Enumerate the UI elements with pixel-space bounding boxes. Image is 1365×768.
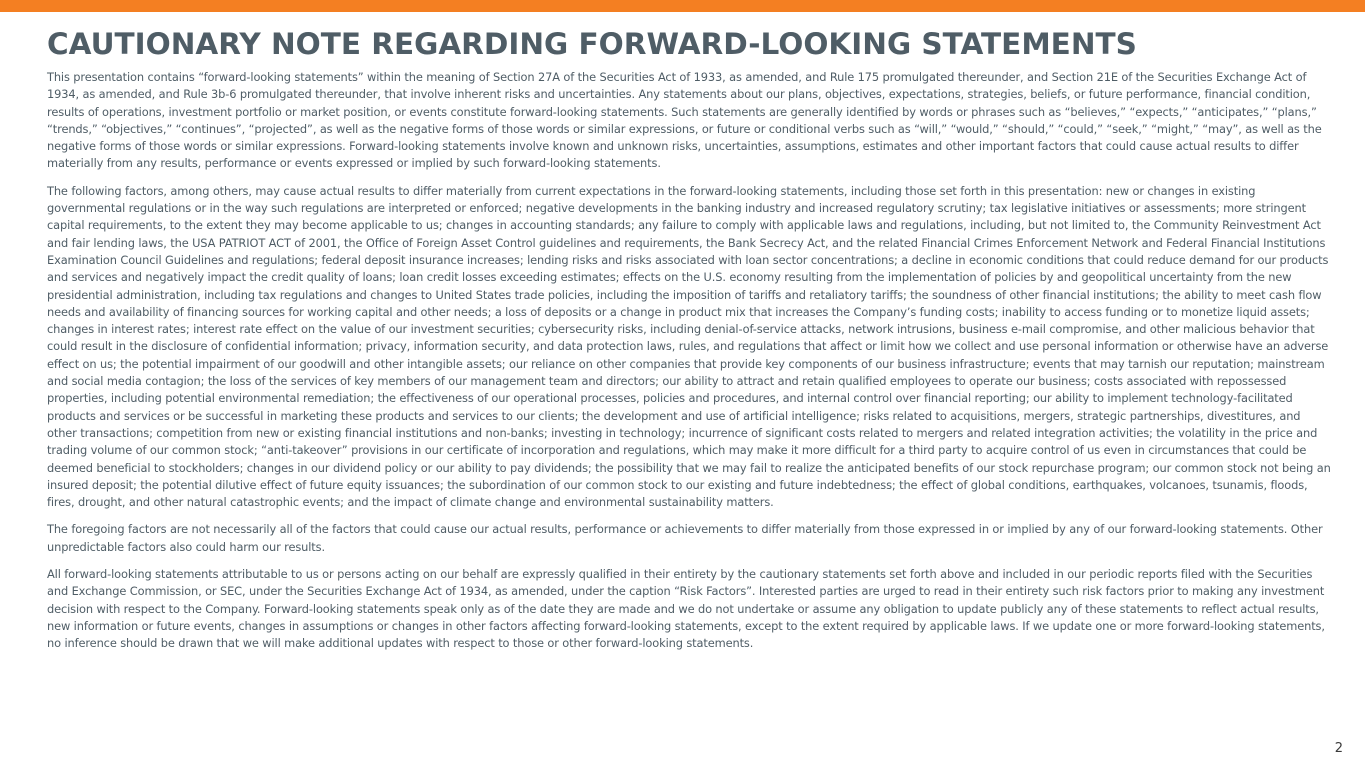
page-number: 2 — [1334, 741, 1343, 756]
slide-body — [47, 69, 1333, 663]
paragraph-risk-factors: The following factors, among others, may cause actual results to differ materially from current expectations in the forward-looking statements, including those set forth in this presentation: new or changes in existing governmental regulations or in the way such regulations are interpreted or enforced; negative developments in the banking industry and increased regulatory scrutiny; tax legislative initiatives or assessments; more stringent capital requirements, to the extent they may become applicable to us; changes in accounting standards; any failure to comply with applicable laws and regulations, including, but not limited to, the Community Reinvestment Act and fair lending laws, the USA PATRIOT ACT of 2001, the Office of Foreign Asset Control guidelines and requirements, the Bank Secrecy Act, and the related Financial Crimes Enforcement Network and Federal Financial Institutions Examination Council Guidelines and regulations; federal deposit insurance increases; lending risks and risks associated with loan sector concentrations; a decline in economic conditions that could reduce demand for our products and services and negatively impact the credit quality of loans; loan credit losses exceeding estimates; effects on the U.S. economy resulting from the implementation of policies by and geopolitical uncertainty from the new presidential administration, including tax regulations and changes to United States trade policies, including the imposition of tariffs and retaliatory tariffs; the soundness of other financial institutions; the ability to meet cash flow needs and availability of financing sources for working capital and other needs; a loss of deposits or a change in product mix that increases the Company’s funding costs; inability to access funding or to monetize liquid assets; changes in interest rates; interest rate effect on the value of our investment securities; cybersecurity risks, including denial-of-service attacks, network intrusions, business e-mail compromise, and other malicious behavior that could result in the disclosure of confidential information; privacy, information security, and data protection laws, rules, and regulations that affect or limit how we collect and use personal information or otherwise have an adverse effect on us; the potential impairment of our goodwill and other intangible assets; our reliance on other companies that provide key components of our business infrastructure; events that may tarnish our reputation; mainstream and social media contagion; the loss of the services of key members of our management team and directors; our ability to attract and retain qualified employees to operate our business; costs associated with repossessed properties, including potential environmental remediation; the effectiveness of our operational processes, policies and procedures, and internal control over financial reporting; our ability to implement technology-facilitated products and services or be successful in marketing these products and services to our clients; the development and use of artificial intelligence; risks related to acquisitions, mergers, strategic partnerships, divestitures, and other transactions; competition from new or existing financial institutions and non-banks; investing in technology; incurrence of significant costs related to mergers and related integration activities; the volatility in the price and trading volume of our common stock; “anti-takeover” provisions in our certificate of incorporation and regulations, which may make it more difficult for a third party to acquire control of us even in circumstances that could be deemed beneficial to stockholders; changes in our dividend policy or our ability to pay dividends; the possibility that we may fail to realize the anticipated benefits of our stock repurchase program; our common stock not being an insured deposit; the potential dilutive effect of future equity issuances; the subordination of our common stock to our existing and future indebtedness; the effect of global conditions, earthquakes, volcanoes, tsunamis, floods, fires, drought, and other natural catastrophic events; and the impact of climate change and environmental sustainability matters. — [47, 183, 1331, 510]
paragraph-intro: This presentation contains “forward-looking statements” within the meaning of Section 27A of the Securities Act of 1933, as amended, and Rule 175 promulgated thereunder, and Section 21E of the Securities Exchange Act of 1934, as amended, and Rule 3b-6 promulgated thereunder, that involve inherent risks and uncertainties. Any statements about our plans, objectives, expectations, strategies, beliefs, or future performance, financial condition, results of operations, investment portfolio or market position, or events constitute forward-looking statements. Such statements are generally identified by words or phrases such as “believes,” “expects,” “anticipates,” “plans,” “trends,” “objectives,” “continues”, “projected”, as well as the negative forms of those words or similar expressions, or future or conditional verbs such as “will,” “would,” “should,” “could,” “seek,” “might,” “may”, as well as the negative forms of those words or similar expressions. Forward-looking statements involve known and unknown risks, uncertainties, assumptions, estimates and other important factors that could cause actual results to differ materially from any results, performance or events expressed or implied by such forward-looking statements. — [47, 70, 1322, 171]
slide-title: CAUTIONARY NOTE REGARDING FORWARD-LOOKING STATEMENTS — [47, 27, 1137, 61]
paragraph-qualification: All forward-looking statements attributable to us or persons acting on our behalf are expressly qualified in their entirety by the cautionary statements set forth above and included in our periodic reports filed with the Securities and Exchange Commission, or SEC, under the Securities Exchange Act of 1934, as amended, under the caption “Risk Factors”. Interested parties are urged to read in their entirety such risk factors prior to making any investment decision with respect to the Company. Forward-looking statements speak only as of the date they are made and we do not undertake or assume any obligation to update publicly any of these statements to reflect actual results, new information or future events, changes in assumptions or changes in other factors affecting forward-looking statements, except to the extent required by applicable laws. If we update one or more forward-looking statements, no inference should be drawn that we will make additional updates with respect to those or other forward-looking statements. — [47, 567, 1325, 651]
paragraph-foregoing-factors: The foregoing factors are not necessarily all of the factors that could cause our actual results, performance or achievements to differ materially from those expressed in or implied by any of our forward-looking statements. Other unpredictable factors also could harm our results. — [47, 522, 1323, 554]
top-accent-bar — [0, 0, 1365, 12]
